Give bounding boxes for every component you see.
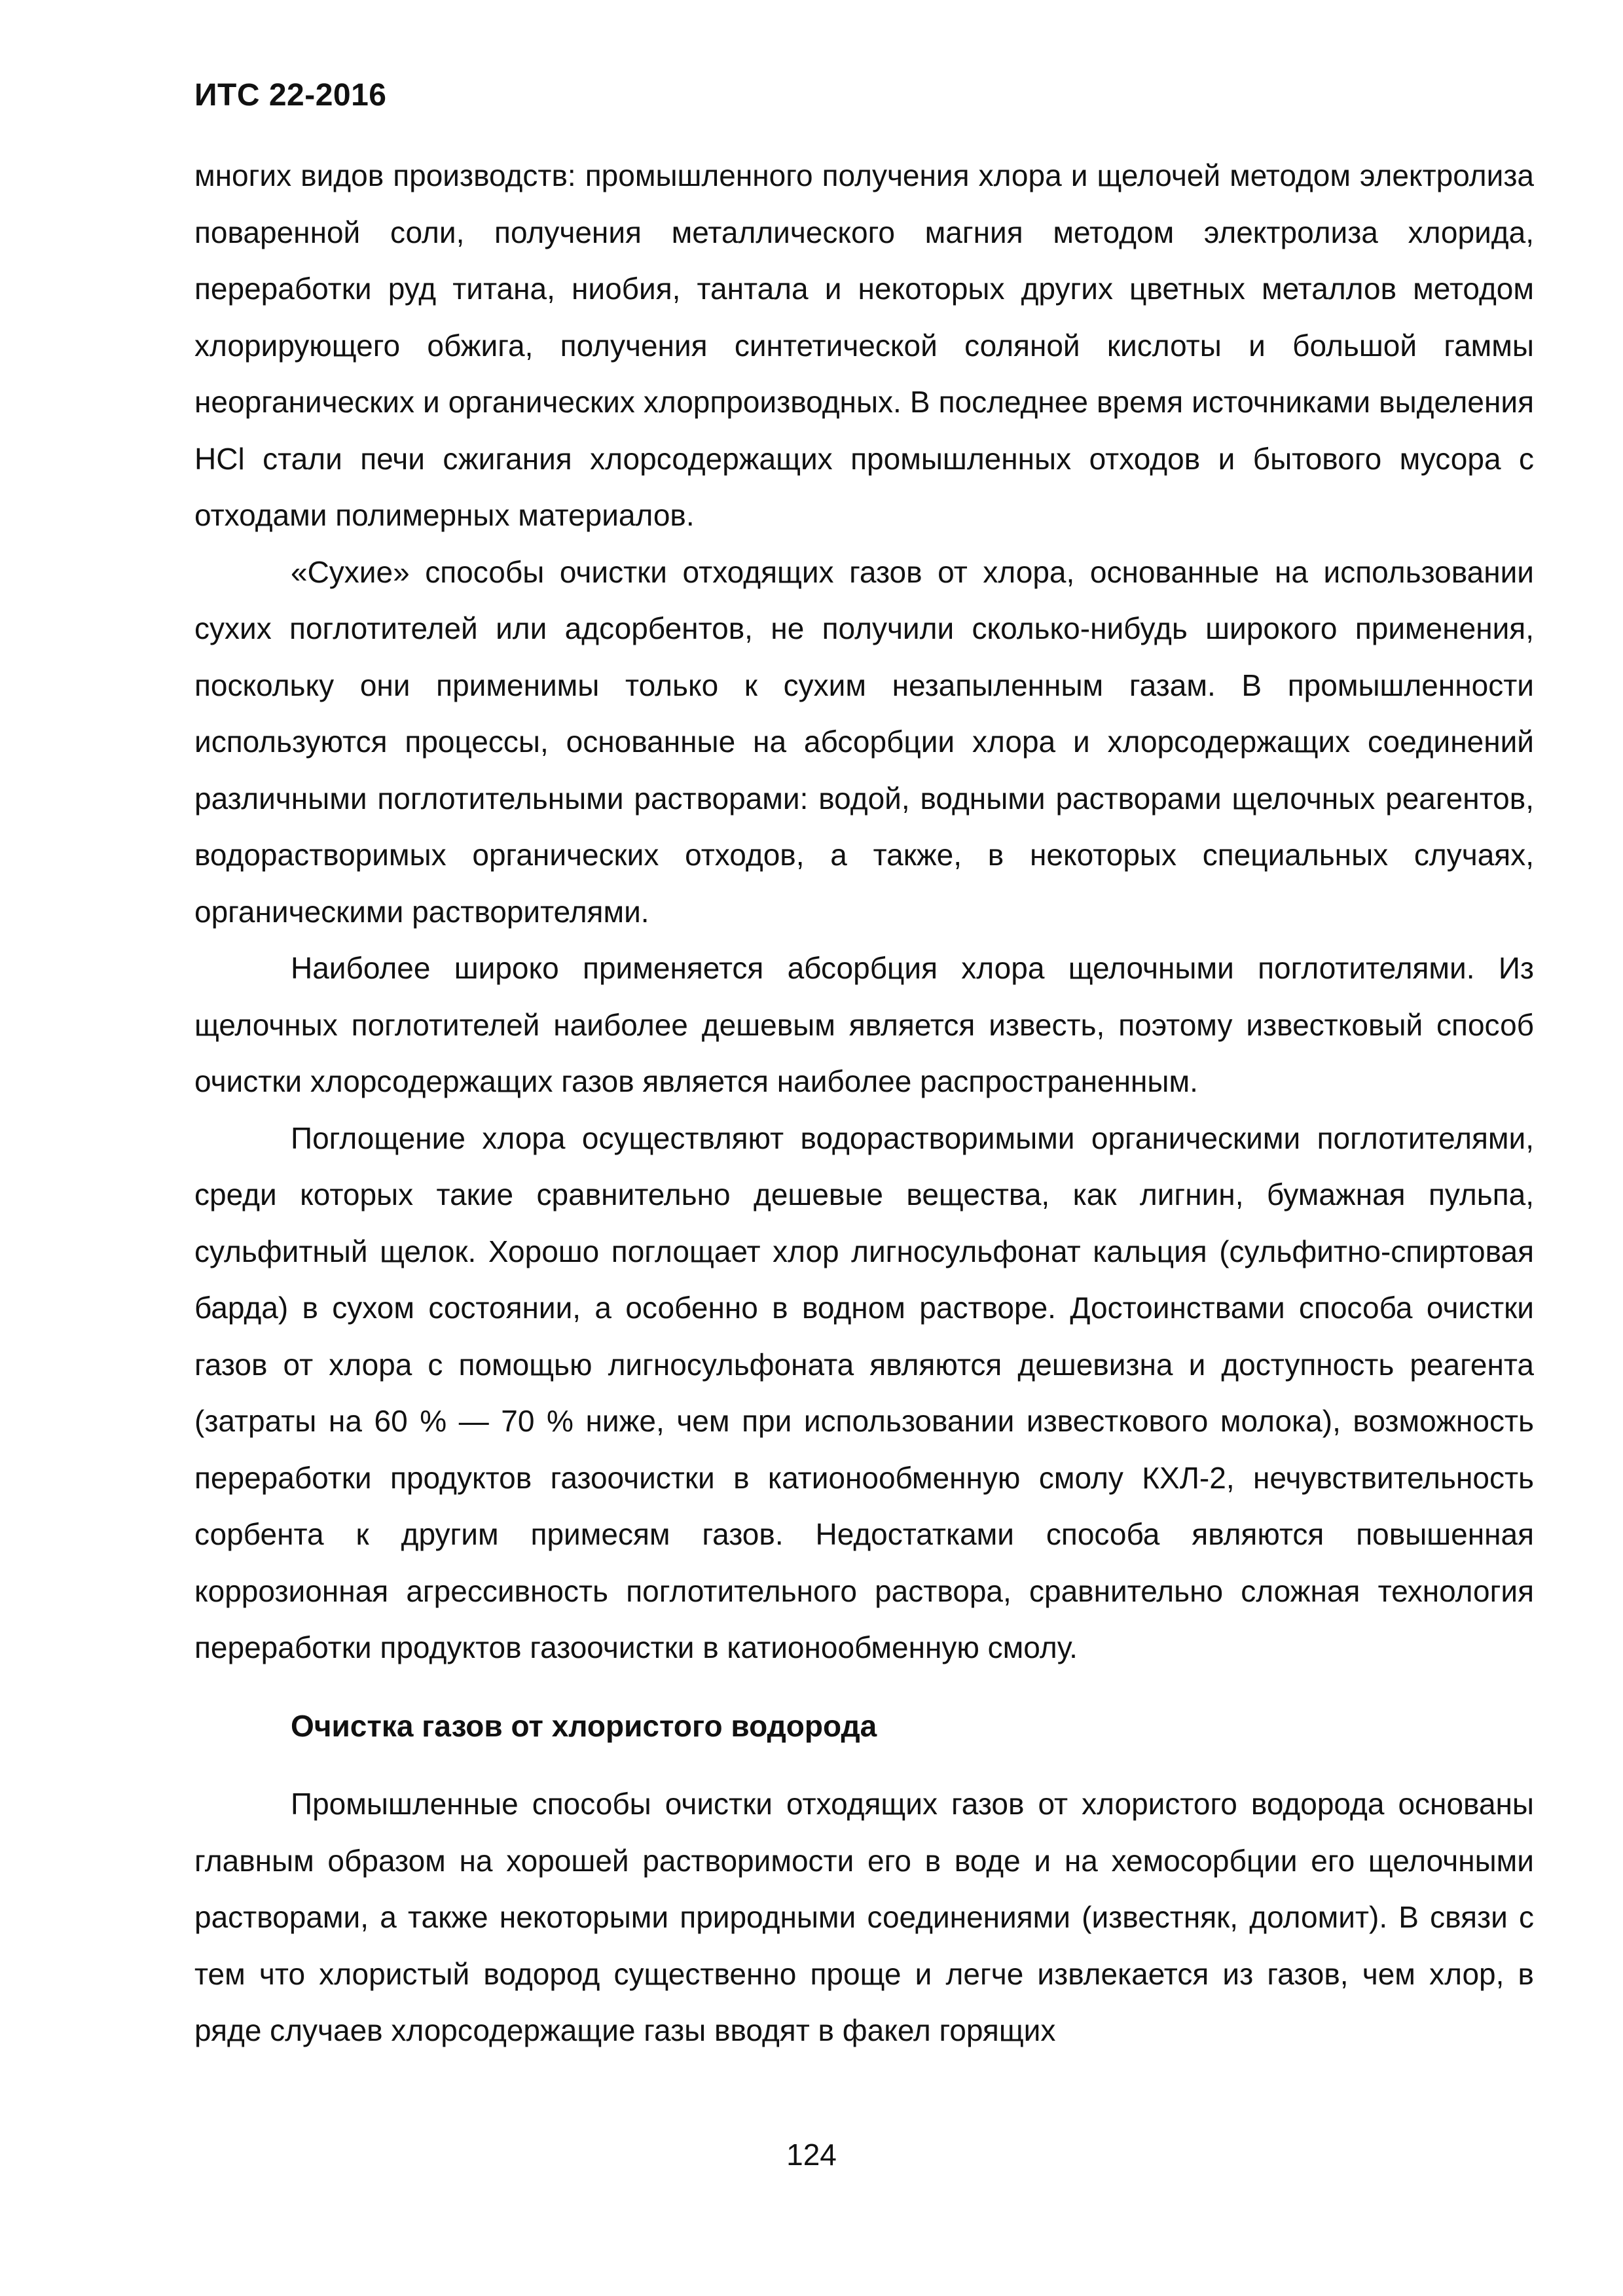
paragraph-dry-methods: «Сухие» способы очистки отходящих газов от хлора, основанные на использовании сухих поглотителей или адсорбентов, не получили сколько-нибудь широкого применения, поскольку они применимы только к сухим незапыленным газам. В промышленности используются процессы, основанные на абсорбции хлора и хлорсодержащих соединений различными поглотительными растворами: водой, водными растворами щелочных реагентов, водорастворимых органических отходов, а также, в некоторых специальных случаях, органическими растворителями. bbox=[194, 554, 1534, 929]
page-number: 124 bbox=[786, 2138, 837, 2172]
paragraph-organic-absorbers: Поглощение хлора осуществляют водорастворимыми органическими поглотителями, среди которых такие сравнительно дешевые вещества, как лигнин, бумажная пульпа, сульфитный щелок. Хорошо поглощает хлор лигносульфонат кальция (сульфитно-спиртовая барда) в сухом состоянии, а особенно в водном растворе. Достоинствами способа очистки газов от хлора с помощью лигносульфоната являются дешевизна и доступность реагента (затраты на 60 % — 70 % ниже, чем при использовании известкового молока), возможность переработки продуктов газоочистки в катионообменную смолу КХЛ-2, нечувствительность сорбента к другим примесям газов. Недостатками способа являются повышенная коррозионная агрессивность поглотительного раствора, сравнительно сложная технология переработки продуктов газоочистки в катионообменную смолу. bbox=[194, 1121, 1534, 1664]
paragraph-continuation: многих видов производств: промышленного получения хлора и щелочей методом электролиза поваренной соли, получения металлического магния методом электролиза хлорида, переработки руд титана, ниобия, тантала и некоторых других цветных металлов методом хлорирующего обжига, получения синтетической соляной кислоты и большой гаммы неорганических и органических хлорпроизводных. В последнее время источниками выделения HCl стали печи сжигания хлорсодержащих промышленных отходов и бытового мусора с отходами полимерных материалов. bbox=[194, 158, 1534, 532]
section-heading: Очистка газов от хлористого водорода bbox=[291, 1708, 877, 1743]
body-text bbox=[194, 147, 1534, 2059]
paragraph-hcl-cleaning: Промышленные способы очистки отходящих газов от хлористого водорода основаны главным образом на хорошей растворимости его в воде и на хемосорбции его щелочными растворами, а также некоторыми природными соединениями (известняк, доломит). В связи с тем что хлористый водород существенно проще и легче извлекается из газов, чем хлор, в ряде случаев хлорсодержащие газы вводят в факел горящих bbox=[194, 1787, 1534, 2047]
document-header: ИТС 22-2016 bbox=[194, 78, 387, 113]
paragraph-alkaline-absorption: Наиболее широко применяется абсорбция хлора щелочными поглотителями. Из щелочных поглотителей наиболее дешевым является известь, поэтому известковый способ очистки хлорсодержащих газов является наиболее распространенным. bbox=[194, 951, 1534, 1098]
